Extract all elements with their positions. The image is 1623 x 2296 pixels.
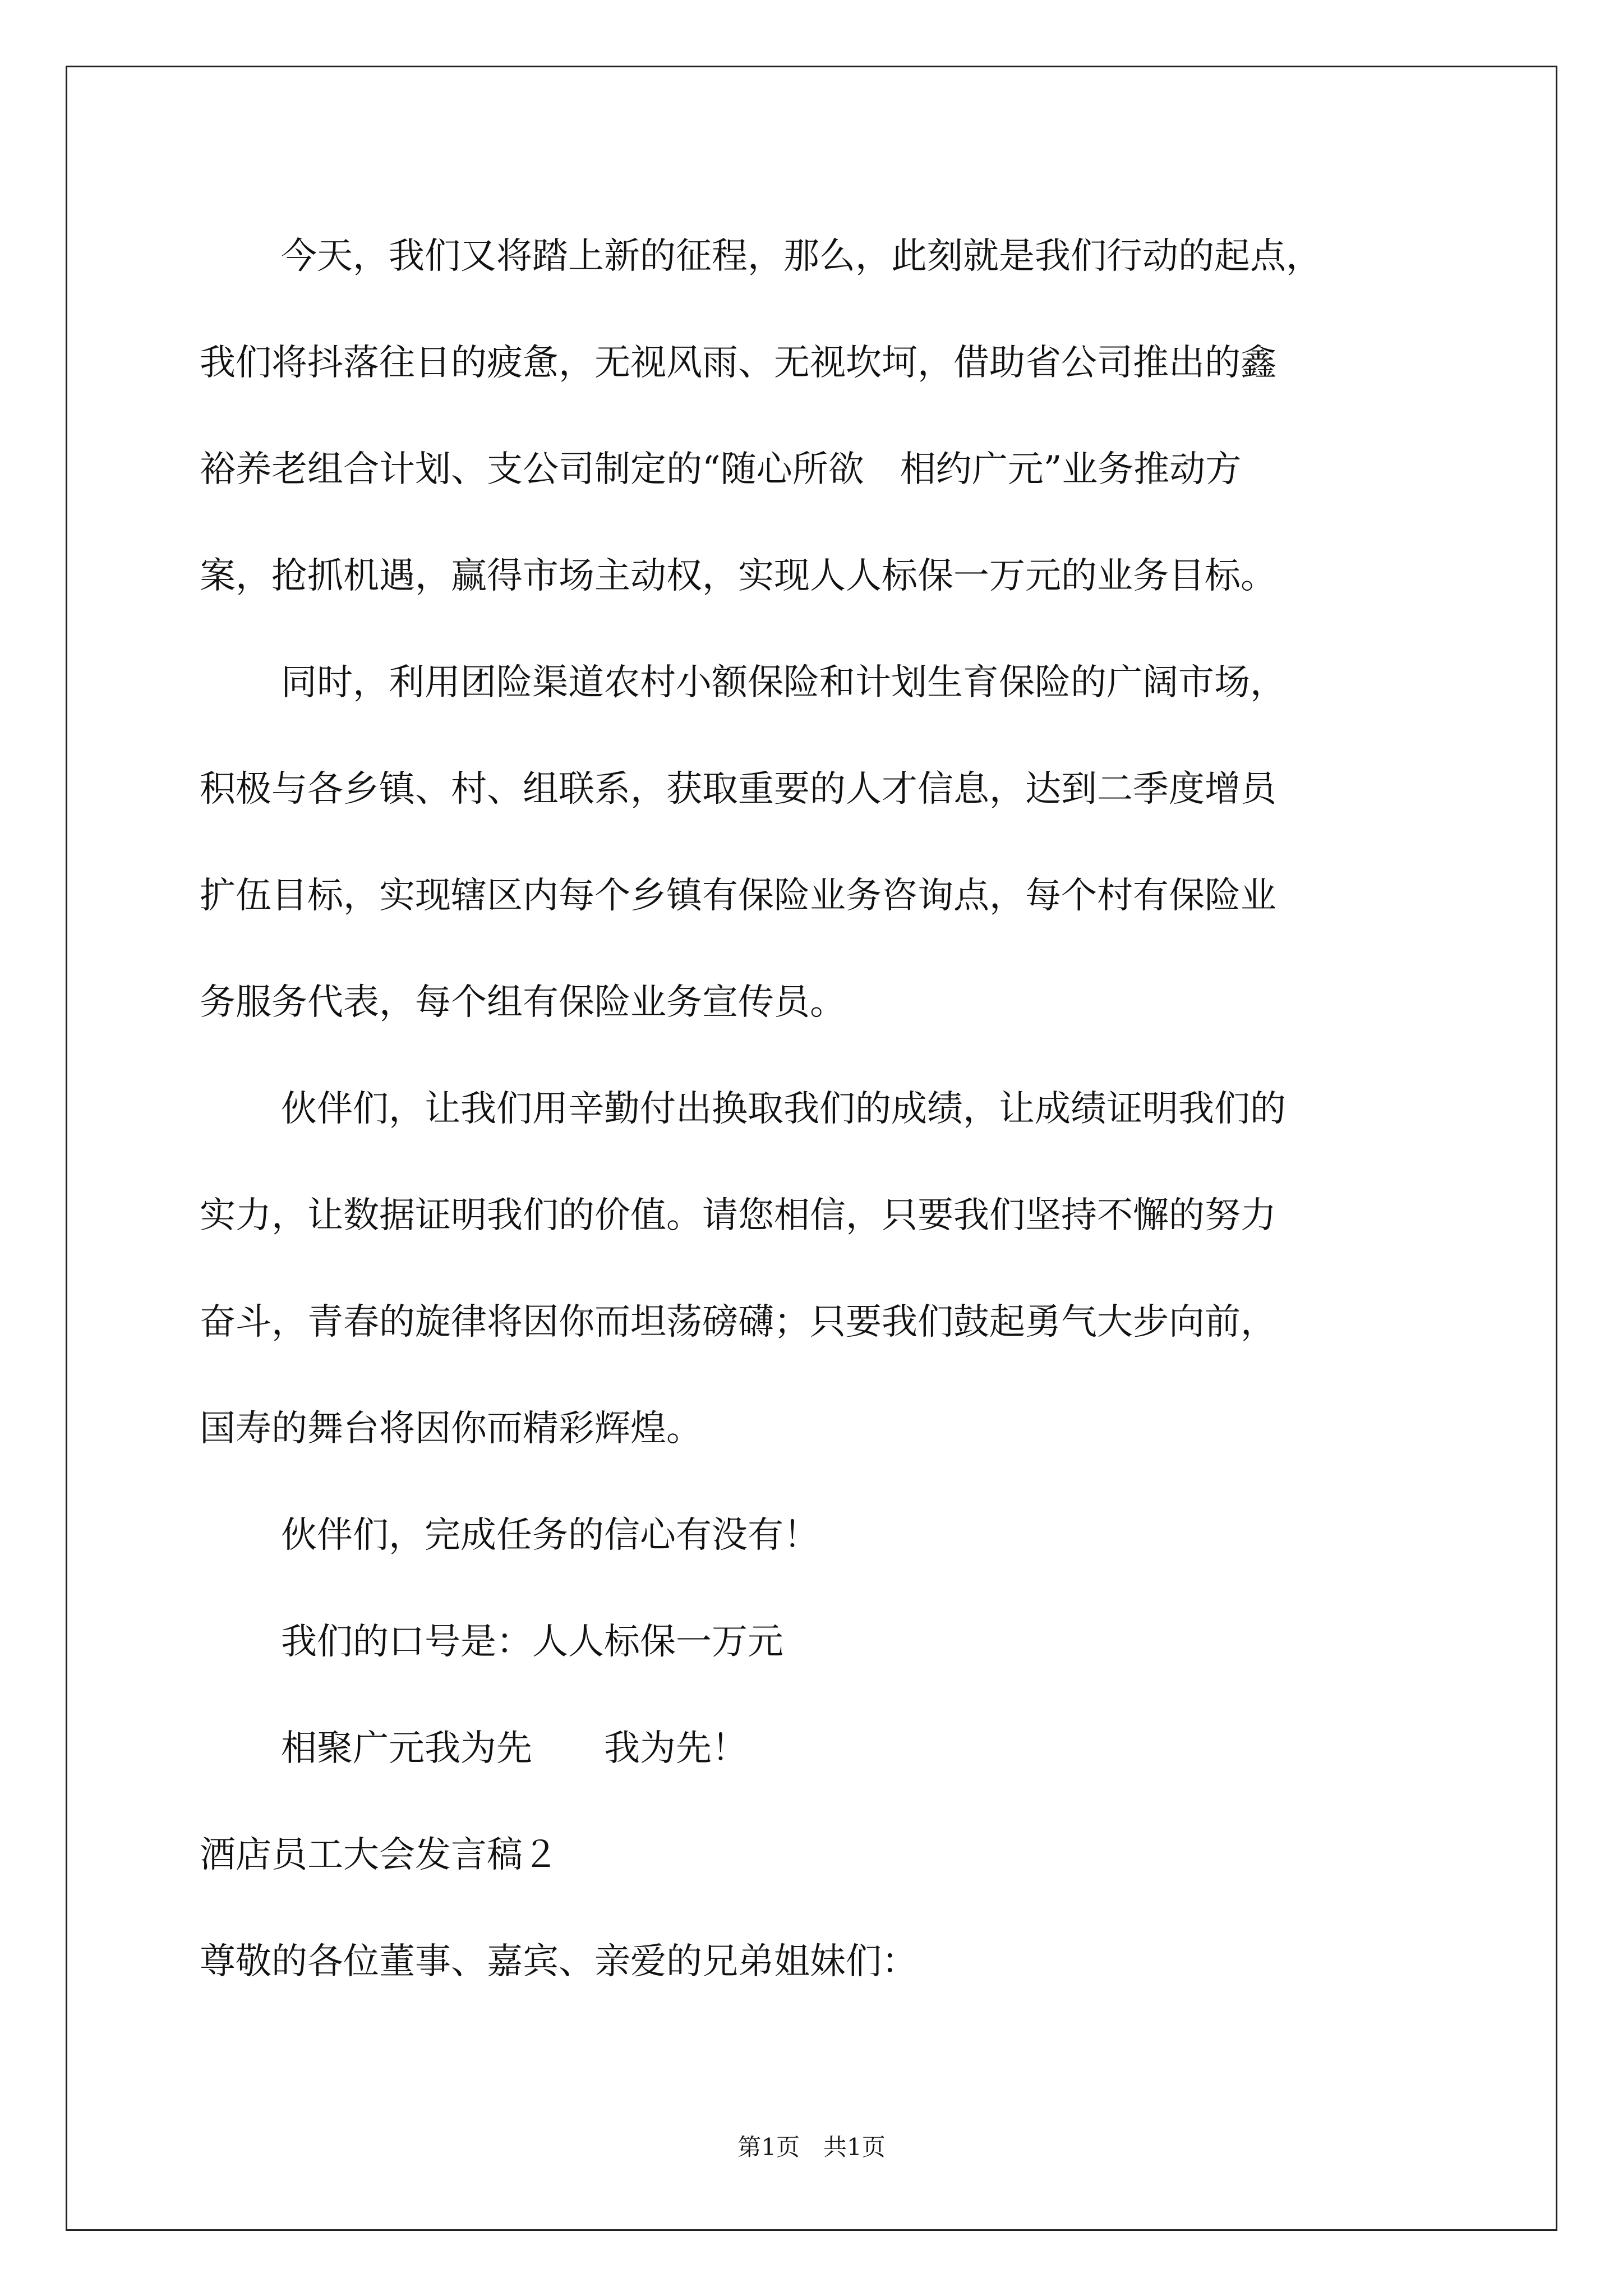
page-footer bbox=[0, 2131, 1623, 2164]
text-line: 国寿的舞台将因你而精彩辉煌。 bbox=[200, 1408, 702, 1450]
text-line: 伙伴们，让我们用辛勤付出换取我们的成绩，让成绩证明我们的 bbox=[281, 1088, 1286, 1130]
paragraph bbox=[200, 203, 1433, 629]
section-title bbox=[200, 1802, 1433, 1908]
paragraph bbox=[200, 1482, 1433, 1589]
text-line: 实力，让数据证明我们的价值。请您相信，只要我们坚持不懈的努力 bbox=[200, 1195, 1276, 1236]
text-line: 同时，利用团险渠道农村小额保险和计划生育保险的广阔市场， bbox=[281, 662, 1286, 703]
text-line: 伙伴们，完成任务的信心有没有！ bbox=[281, 1515, 819, 1556]
paragraph bbox=[200, 1056, 1433, 1482]
text-line: 务服务代表，每个组有保险业务宣传员。 bbox=[200, 982, 846, 1023]
text-line: 积极与各乡镇、村、组联系，获取重要的人才信息，达到二季度增员 bbox=[200, 769, 1276, 810]
paragraph bbox=[200, 1589, 1433, 1695]
page-number: 第1页 共1页 bbox=[737, 2133, 886, 2161]
text-line: 今天，我们又将踏上新的征程，那么，此刻就是我们行动的起点， bbox=[281, 236, 1322, 277]
text-line: 尊敬的各位董事、嘉宾、亲爱的兄弟姐妹们： bbox=[200, 1941, 917, 1982]
salutation bbox=[200, 1908, 1433, 2015]
text-line: 裕养老组合计划、支公司制定的“随心所欲 相约广元”业务推动方 bbox=[200, 449, 1242, 490]
text-line: 我们将抖落往日的疲惫，无视风雨、无视坎坷，借助省公司推出的鑫 bbox=[200, 342, 1276, 384]
text-line: 扩伍目标，实现辖区内每个乡镇有保险业务咨询点，每个村有保险业 bbox=[200, 875, 1276, 917]
text-line: 奋斗，青春的旋律将因你而坦荡磅礴；只要我们鼓起勇气大步向前， bbox=[200, 1301, 1276, 1343]
paragraph bbox=[200, 629, 1433, 1056]
document-body bbox=[200, 203, 1433, 2015]
text-line: 案，抢抓机遇，赢得市场主动权，实现人人标保一万元的业务目标。 bbox=[200, 555, 1276, 597]
text-line: 相聚广元我为先 我为先！ bbox=[281, 1728, 748, 1769]
paragraph bbox=[200, 1695, 1433, 1802]
text-line: 我们的口号是：人人标保一万元 bbox=[281, 1621, 783, 1663]
text-line: 酒店员工大会发言稿２ bbox=[200, 1834, 559, 1876]
